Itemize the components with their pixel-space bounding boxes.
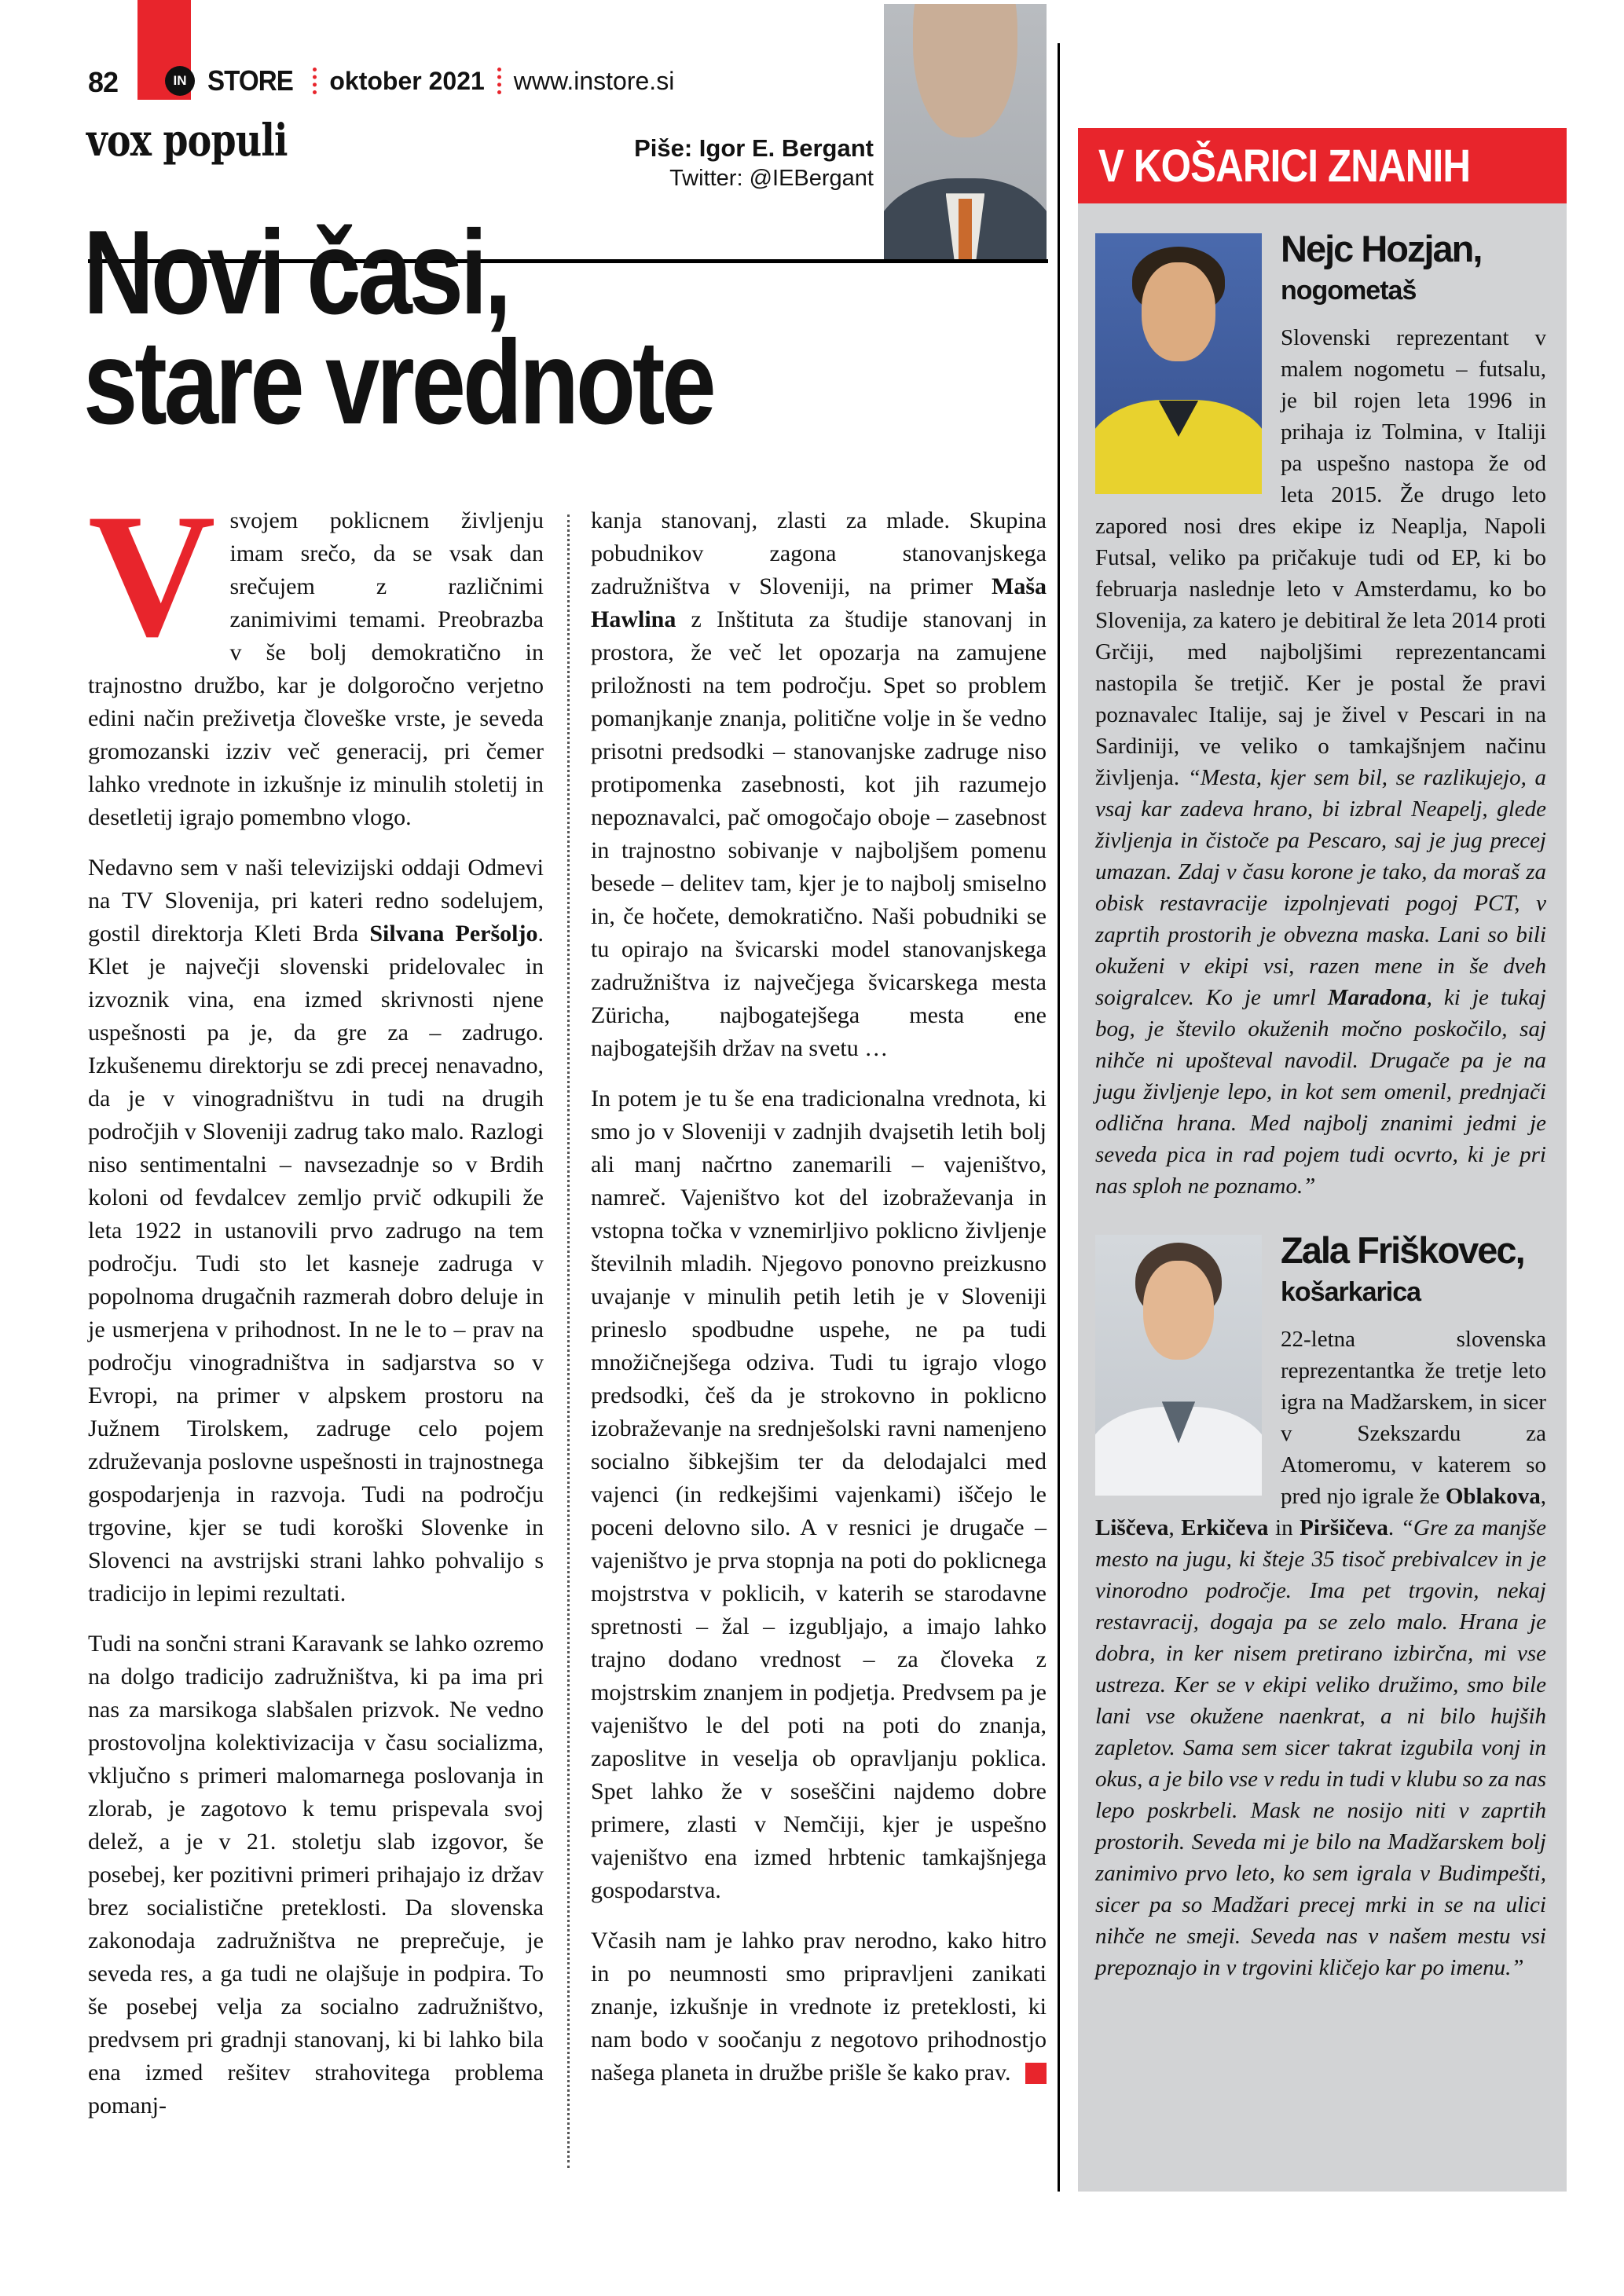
- article-title: [83, 206, 713, 449]
- author-name: Piše: Igor E. Bergant: [634, 134, 874, 162]
- end-of-article-mark: [1025, 2063, 1047, 2084]
- author-photo: [884, 4, 1047, 260]
- dropcap: V: [88, 477, 216, 673]
- dotted-separator-icon: [497, 68, 501, 94]
- instore-logo-icon: IN: [165, 66, 195, 96]
- sidebar-content: [1078, 203, 1567, 2192]
- byline: [581, 134, 874, 192]
- sidebar: [1078, 128, 1567, 2192]
- page-number: 82: [88, 66, 119, 98]
- section-title: vox populi: [86, 115, 288, 167]
- sidebar-divider: [1058, 43, 1060, 2192]
- sidebar-banner-title: V KOŠARICI ZNANIH: [1098, 140, 1471, 192]
- profile-name: Nejc Hozjan,: [1281, 228, 1482, 269]
- sidebar-banner: [1078, 128, 1567, 203]
- paragraph: Včasih nam je lahko prav nerodno, kako hitro in po neumnosti smo pripravljeni zanikati znanje, izkušnje in vrednote iz preteklosti, ki nam bodo v soočanju z negotovo prihodnostjo našega planeta in družbe prišle še kako prav.: [591, 1928, 1047, 2085]
- paragraph: kanja stanovanj, zlasti za mlade. Skupina pobudnikov zagona stanovanjskega zadružništva v Sloveniji, na primer Maša Hawlina z Inštituta za študije stanovanj in prostora, že več let opozarja na zamujene priložnosti na tem področju. Spet so problem pomanjkanje znanja, politične volje in še vedno prisotni predsodki – stanovanjske zadruge niso protipomenka zasebnosti, kot jih razumejo nepoznavalci, pač omogočajo oboje – zasebnost in trajnostno sobivanje v najboljšem pomenu besede – delitev tam, kjer je to najbolj smiselno in, če hočete, demokratično. Naši pobudniki se tu opirajo na švicarski model stanovanjskega zadružništva iz največjega švicarskega mesta Züricha, najbogatejšega mesta ene najbogatejših držav na svetu …: [591, 507, 1047, 1061]
- zala-friskovec-photo: [1095, 1235, 1262, 1496]
- masthead: [165, 64, 674, 97]
- author-twitter: Twitter: @IEBergant: [669, 165, 874, 191]
- profile-text: 22-letna slovenska reprezentantka že tretje leto igra na Madžarskem, in sicer v Szekszardu za Atomeromu, v katerem so pred njo igrale že Oblakova, Liščeva, Erkičeva in Piršičeva. “Gre za manjše mesto na jugu, ki šteje 35 tisoč prebivalcev in je vinorodno področje. Ima pet trgovin, nekaj restavracij, dogaja pa se zelo malo. Hrana je dobra, in ker nisem pretirano izbirčna, mi vse ustreza. Ker se v ekipi veliko družimo, smo bile lani vse okužene naenkrat, a ni bilo hujših zapletov. Sama sem sicer takrat izgubila vonj in okus, a je bilo vse v redu in tudi v klubu so za nas lepo poskrbeli. Mask ne nosijo niti v zaprtih prostorih. Seveda mi je bilo na Madžarskem bolj zanimivo prvo leto, ko sem igrala v Budimpešti, sicer pa so Madžari precej mrki in se na ulici nihče ne smeji. Seveda nas v našem mestu vsi prepoznajo in v trgovini kličejo kar po imenu.”: [1095, 1326, 1547, 1980]
- article-column-2: [591, 504, 1047, 2107]
- article-title-line1: Novi časi,: [83, 206, 508, 339]
- profile-zala-friskovec: [1095, 1229, 1546, 1983]
- website-url: www.instore.si: [513, 66, 675, 95]
- article-column-1: [88, 477, 544, 2140]
- nejc-hozjan-photo: [1095, 233, 1262, 494]
- masthead-title: STORE: [207, 64, 293, 97]
- paragraph: Nedavno sem v naši televizijski oddaji Odmevi na TV Slovenija, pri kateri redno sodelujem, gostil direktorja Kleti Brda Silvana Peršoljo. Klet je največji slovenski pridelovalec in izvoznik vina, ena izmed skrivnosti njene uspešnosti pa je, da gre za – zadrugo. Izkušenemu direktorju se zdi precej nenavadno, da je v vinogradništvu in tudi na drugih področjih v Sloveniji zadrug tako malo. Razlogi niso sentimentalni – navsezadnje so v Brdih koloni od fevdalcev zemljo prvič odkupili že leta 1922 in ustanovili prvo zadrugo na tem področju. Tudi sto let kasneje zadruga v popolnoma drugačnih razmerah dobro deluje in je usmerjena v prihodnost. In ne le to – prav na področju vinogradništva in sadjarstva so v Evropi, na primer v alpskem prostoru na Južnem Tirolskem, zadruge celo pojem združevanja poslovne uspešnosti in trajnostnega gospodarjenja in razvoja. Tudi na področju trgovine, kjer se tudi koroški Slovenke in Slovenci na avstrijski strani lahko pohvalijo s tradicijo in lepimi rezultati.: [88, 855, 544, 1606]
- profile-role: košarkarica: [1281, 1276, 1421, 1307]
- profile-name: Zala Friškovec,: [1281, 1229, 1524, 1271]
- dotted-separator-icon: [313, 68, 317, 94]
- paragraph: Tudi na sončni strani Karavank se lahko ozremo na dolgo tradicijo zadružništva, ki pa ima pri nas za marsikoga slabšalen prizvok. Ne vedno prostovoljna kolektivizacija v času socializma, vključno s primeri malomarnega poslovanja in zlorab, je zagotovo k temu prispevala svoj delež, a je v 21. stoletju slab izgovor, še posebej, ker pozitivni primeri prihajajo iz držav brez socialistične preteklosti. Da slovenska zakonodaja zadružništva ne preprečuje, je seveda res, a ga tudi ne olajšuje in podpira. To še posebej velja za socialno zadružništvo, predvsem pri gradnji stanovanj, ki bi lahko bila ena izmed rešitev strahovitega problema pomanj-: [88, 1631, 544, 2118]
- paragraph: Vsvojem poklicnem življenju imam srečo, da se vsak dan srečujem z različnimi zanimivimi temami. Preobrazba v še bolj demokratično in trajnostno družbo, kar je dolgoročno verjetno edini način preživetja človeške vrste, je seveda gromozanski izziv več generacij, pri čemer lahko vrednote in izkušnje iz minulih stoletij in desetletij igrajo pomembno vlogo.: [88, 477, 544, 830]
- profile-nejc-hozjan: [1095, 227, 1546, 1202]
- profile-text: Slovenski reprezentant v malem nogometu – futsalu, je bil rojen leta 1996 in prihaja iz Tolmina, v Italiji pa uspešno nastopa že od leta 2015. Že drugo leto zapored nosi dres ekipe iz Neaplja, Napoli Futsal, veliko pa pričakuje tudi od EP, ki bo februarja naslednje leto v Amsterdamu, ko bo Slovenija, za katero je debitiral že leta 2014 proti Grčiji, med najboljšimi reprezentancami nastopila še tretjič. Ker je postal že pravi poznavalec Italije, saj je živel v Pescari in na Sardiniji, ve veliko o tamkajšnjem načinu življenja. “Mesta, kjer sem bil, se razlikujejo, a vsaj kar zadeva hrano, bi izbral Neapelj, glede življenja in čistoče pa Pescaro, saj je jug precej umazan. Zdaj v času korone je tako, da moraš za obisk restavracije izpolnjevati pogoj PCT, v zaprtih prostorih je obvezna maska. Lani so bili okuženi v ekipi vsi, razen mene in še dveh soigralcev. Ko je umrl Maradona, ki je tukaj bog, je število okuženih močno poskočilo, saj nihče ni upošteval navodil. Drugače pa je na jugu življenje lepo, in kot sem omenil, prednjači odlična hrana. Med najbolj znanimi jedmi je seveda pica in rad pojem tudi ocvrto, ki je pri nas sploh ne poznamo.”: [1095, 324, 1546, 1199]
- paragraph: In potem je tu še ena tradicionalna vrednota, ki smo jo v Sloveniji v zadnjih dvajsetih letih bolj ali manj načrtno zanemarili – vajeništvo, namreč. Vajeništvo kot del izobraževanja in vstopna točka v vznemirljivo poklicno življenje številnih mladih. Njegovo ponovno preizkusno uvajanje v minulih petih letih je v Sloveniji prineslo spodbudne uspehe, ne pa tudi množičnejšega odziva. Tudi tu igrajo vlogo predsodki, češ da je strokovno in poklicno izobraževanje na srednješolski ravni namenjeno socialno šibkejšim ter da delodajalci med vajenci (in redkejšimi vajenkami) iščejo le poceni delovno silo. A v resnici je drugače – vajeništvo je prva stopnja na poti do poklicnega mojstrstva v poklicih, v katerih se starodavne spretnosti – žal – izgubljajo, a imajo lahko trajno dodano vrednost – za človeka z mojstrskim znanjem in podjetja. Predvsem pa je vajeništvo le del poti na poti do znanja, zaposlitve in veselja ob opravljanju poklica. Spet lahko že v soseščini najdemo dobre primere, zlasti v Nemčiji, kjer je uspešno vajeništvo ena izmed hrbtenic tamkajšnjega gospodarstva.: [591, 1086, 1047, 1903]
- profile-role: nogometaš: [1281, 275, 1417, 306]
- article-title-line2: stare vrednote: [83, 315, 713, 449]
- column-divider: [567, 514, 570, 2168]
- issue-date: oktober 2021: [329, 66, 485, 95]
